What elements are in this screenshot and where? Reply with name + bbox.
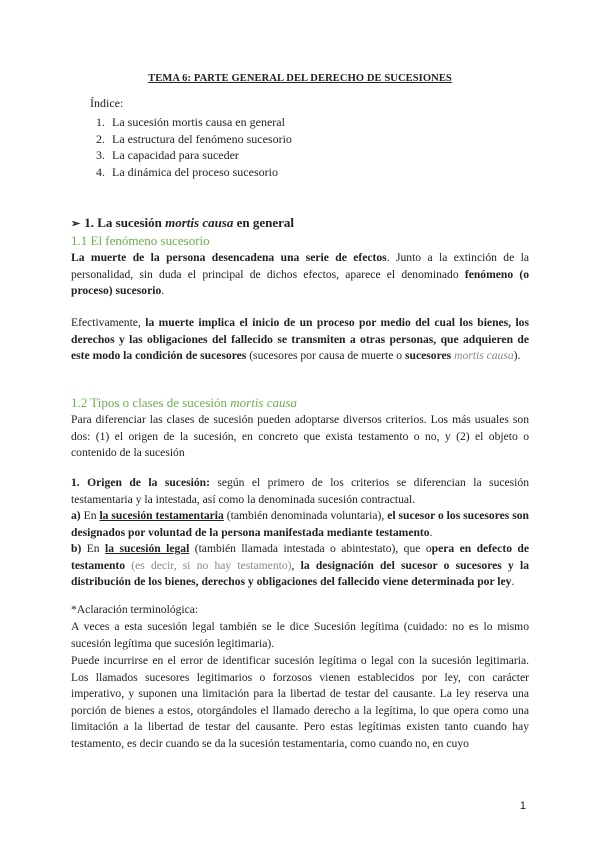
section-1-2-heading: 1.2 Tipos o clases de sucesión mortis causa [71, 395, 298, 410]
paragraph: Para diferenciar las clases de sucesión pueden adoptarse diversos criterios. Los más usuales son dos: (1) el origen de la sucesión, en concreto que exista testamento o no, y (2) el objeto o contenido de la sucesión [71, 413, 529, 460]
list-item: 1. La sucesión mortis causa en general [108, 114, 292, 131]
paragraph: 1. Origen de la sucesión: según el primero de los criterios se diferencian la sucesión testamentaria y la intestada, así como la denominada sucesión contractual. [71, 476, 529, 506]
paragraph: *Aclaración terminológica: [71, 603, 199, 616]
section-1-1-heading: 1.1 El fenómeno sucesorio [71, 233, 210, 248]
paragraph: A veces a esta sucesión legal también se le dice Sucesión legítima (cuidado: no es lo mismo sucesión legítima que sucesión legitimaria). [71, 620, 529, 650]
index-label: Índice: [90, 96, 124, 110]
index-list [88, 114, 292, 180]
list-item: 4. La dinámica del proceso sucesorio [108, 164, 292, 181]
paragraph: La muerte de la persona desencadena una serie de efectos. Junto a la extinción de la personalidad, sin duda el principal de dichos efectos, aparece el denominado fenómeno (o proceso) sucesorio. [71, 251, 529, 298]
paragraph: Puede incurrirse en el error de identificar sucesión legítima o legal con la sucesión legitimaria. Los llamados sucesores legitimarios o forzosos vienen establecidos por ley, con carácter imperativo, y suponen una limitación para la libertad de testar del causante. La ley reserva una porción de bienes a estos, otorgándoles el llamado derecho a la legítima, lo que opera como una limitación a la libertad de testar del causante. Pero estas legítimas existen tanto cuando hay testamento, es decir cuando se da la sucesión testamentaria, como cuando no, en cuyo [71, 654, 529, 750]
page-number: 1 [519, 800, 526, 812]
section-1-heading: ➢ 1. La sucesión mortis causa en general [71, 215, 295, 230]
paragraph: a) En la sucesión testamentaria (también denominada voluntaria), el sucesor o los sucesores son designados por voluntad de la persona manifestada mediante testamento. [71, 509, 529, 539]
page-title: TEMA 6: PARTE GENERAL DEL DERECHO DE SUCESIONES [148, 73, 452, 84]
list-item: 3. La capacidad para suceder [108, 147, 292, 164]
paragraph: Efectivamente, la muerte implica el inicio de un proceso por medio del cual los bienes, los derechos y las obligaciones del fallecido se transmiten a otras personas, que adquieren de este modo la condición de sucesores (sucesores por causa de muerte o sucesores mortis causa). [71, 316, 529, 363]
paragraph: b) En la sucesión legal (también llamada intestada o abintestato), que opera en defecto de testamento (es decir, si no hay testamento), la designación del sucesor o sucesores y la distribución de los bienes, derechos y obligaciones del fallecido viene determinada por ley. [71, 542, 530, 589]
arrow-bullet-icon: ➢ [71, 218, 81, 230]
list-item: 2. La estructura del fenómeno sucesorio [108, 131, 292, 148]
